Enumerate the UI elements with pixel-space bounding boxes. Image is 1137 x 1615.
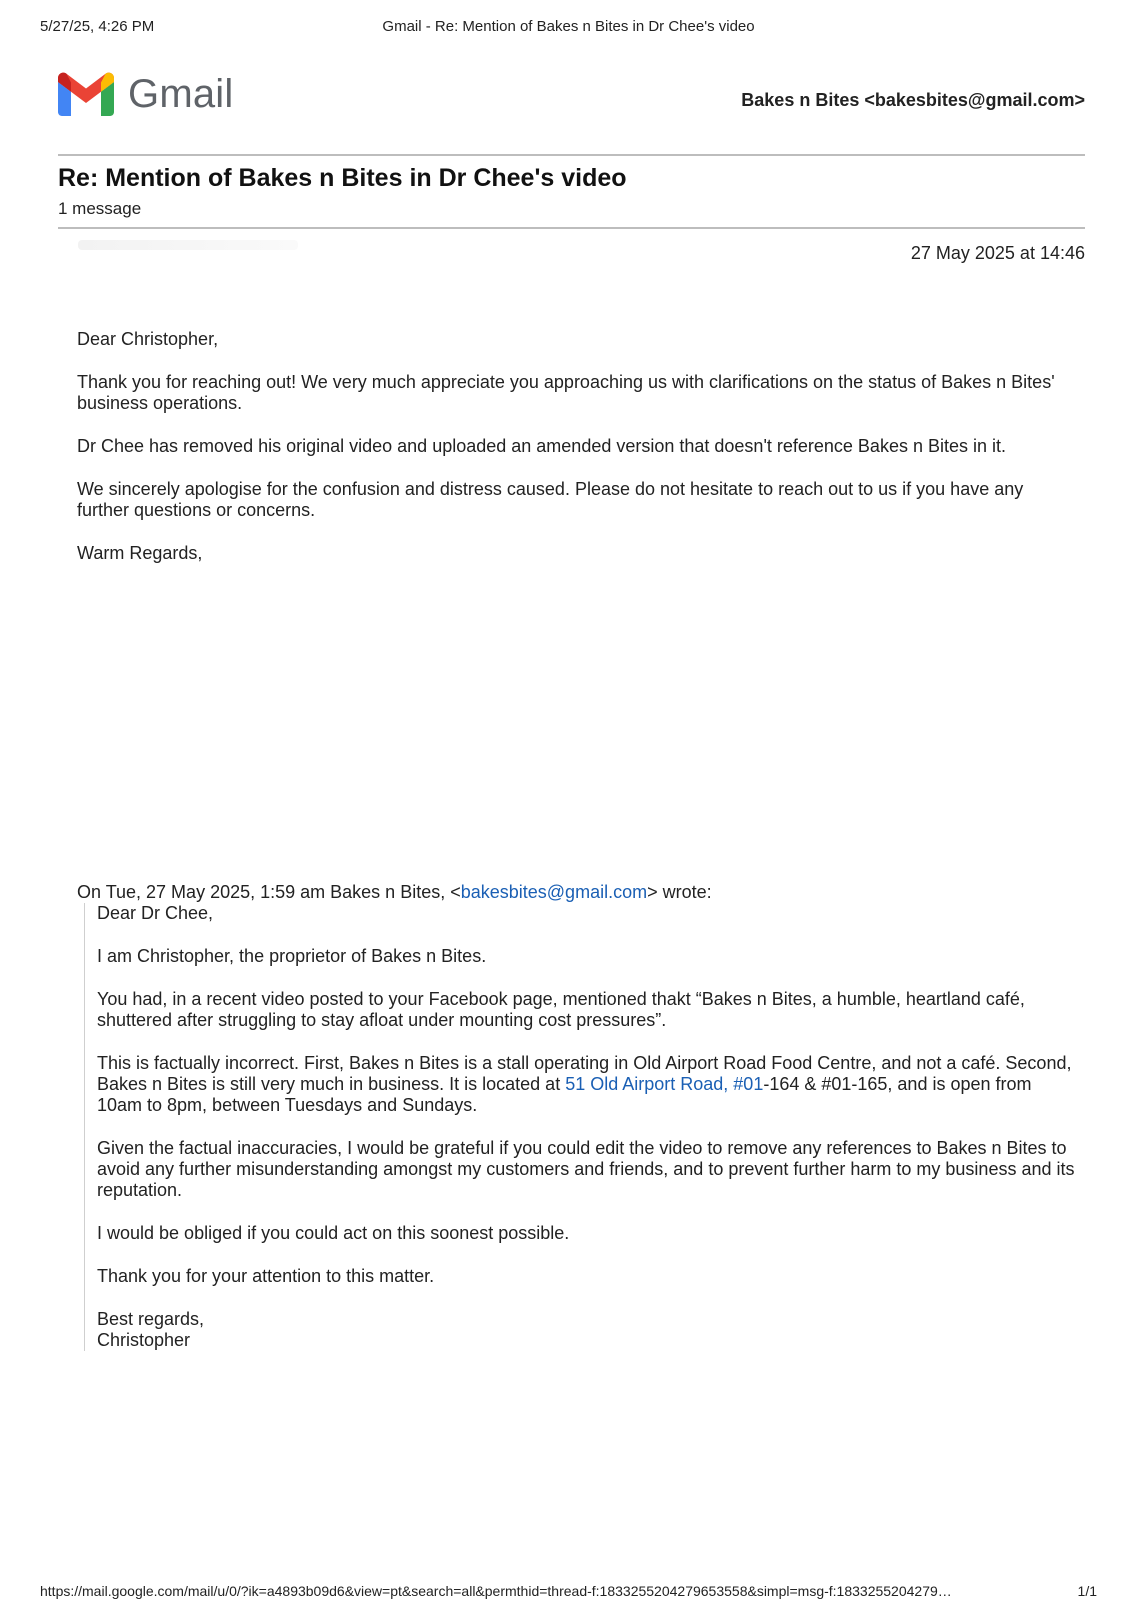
quoted-message	[84, 903, 1077, 1351]
quote-attribution	[77, 882, 712, 903]
gmail-logo	[58, 72, 233, 116]
quoted-greeting: Dear Dr Chee,	[97, 903, 214, 923]
quoted-paragraph: I am Christopher, the proprietor of Bakes n Bites.	[97, 946, 487, 966]
quoted-paragraph-address	[97, 1053, 1077, 1116]
message-paragraph: We sincerely apologise for the confusion and distress caused. Please do not hesitate to reach out to us if you have any further questions or concerns.	[77, 479, 1024, 520]
quoted-closing-text: Best regards,	[97, 1309, 205, 1329]
message-greeting: Dear Christopher,	[77, 329, 219, 349]
gmail-wordmark: Gmail	[128, 72, 234, 116]
quoted-paragraph: Given the factual inaccuracies, I would be grateful if you could edit the video to remove any references to Bakes n Bites to avoid any further misunderstanding amongst my customers and friends, and to prevent further harm to my business and its reputation.	[97, 1138, 1075, 1200]
header-divider	[58, 154, 1085, 156]
print-title: Gmail - Re: Mention of Bakes n Bites in Dr Chee's video	[382, 18, 755, 35]
print-footer-url: https://mail.google.com/mail/u/0/?ik=a4893b09d6&view=pt&search=all&permthid=thread-f:1833255204279653558&simpl=msg-f:1833255204279…	[40, 1583, 952, 1599]
quoted-closing	[97, 1309, 1077, 1351]
print-datetime: 5/27/25, 4:26 PM	[40, 18, 155, 35]
message-paragraph: Dr Chee has removed his original video and uploaded an amended version that doesn't reference Bakes n Bites in it.	[77, 436, 1006, 456]
quoted-paragraph: Thank you for your attention to this matter.	[97, 1266, 435, 1286]
message-count: 1 message	[58, 199, 142, 218]
quoted-text: -164 & #01-165, and is open from 10am to 8pm, between Tuesdays and Sundays.	[97, 1074, 1032, 1115]
quoted-signature: Christopher	[97, 1330, 191, 1350]
print-page-number: 1/1	[1077, 1583, 1097, 1599]
account-label: Bakes n Bites <bakesbites@gmail.com>	[741, 90, 1085, 110]
subject-divider	[58, 227, 1085, 229]
gmail-m-icon	[58, 72, 114, 116]
quote-intro-suffix: > wrote:	[647, 882, 712, 902]
message-signoff: Warm Regards,	[77, 543, 203, 563]
message-body	[77, 329, 1067, 586]
quoted-text: This is factually incorrect. First, Bakes n Bites is a stall operating in Old Airport Road Food Centre, and not a café. Second, Bakes n Bites is still very much in business. It is located at	[97, 1053, 1072, 1094]
thread-subject: Re: Mention of Bakes n Bites in Dr Chee's video	[58, 164, 627, 192]
message-date: 27 May 2025 at 14:46	[910, 243, 1085, 263]
sender-email-link[interactable]: bakesbites@gmail.com	[460, 882, 648, 902]
address-link[interactable]: 51 Old Airport Road, #01	[565, 1074, 764, 1094]
message-paragraph: Thank you for reaching out! We very much appreciate you approaching us with clarifications on the status of Bakes n Bites' business operations.	[77, 372, 1055, 413]
quote-intro-prefix: On Tue, 27 May 2025, 1:59 am Bakes n Bites, <	[77, 882, 461, 902]
redacted-sender	[78, 240, 298, 250]
quoted-paragraph: You had, in a recent video posted to your Facebook page, mentioned thakt “Bakes n Bites, a humble, heartland café, shuttered after struggling to stay afloat under mounting cost pressures”.	[97, 989, 1025, 1030]
quoted-paragraph: I would be obliged if you could act on this soonest possible.	[97, 1223, 570, 1243]
